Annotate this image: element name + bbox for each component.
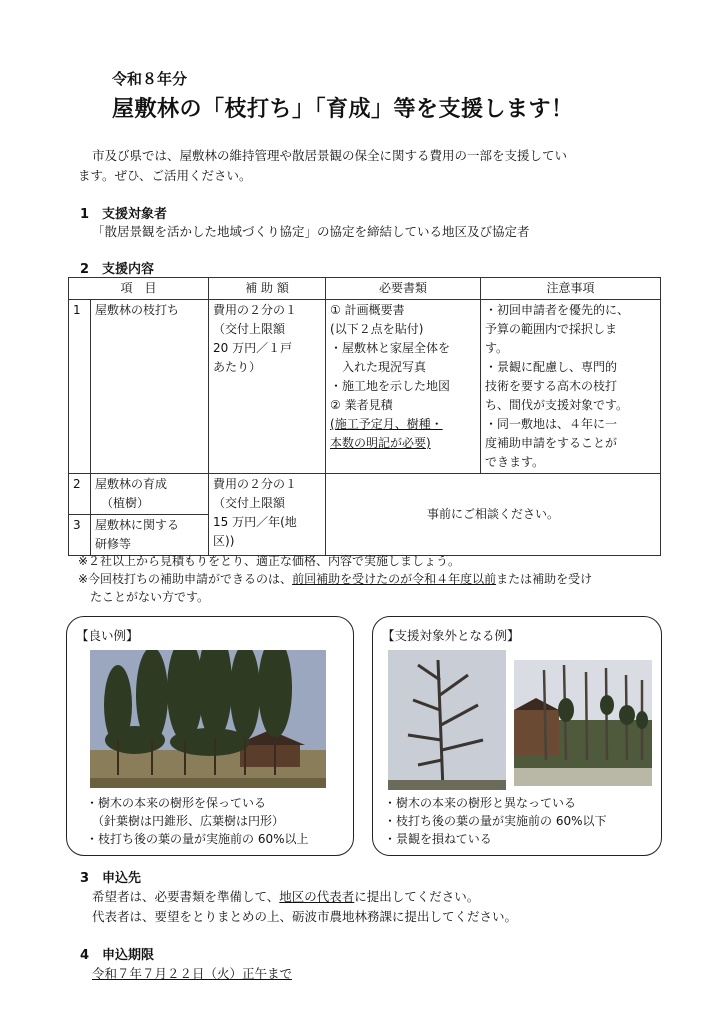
section1-heading: 1 支援対象者 bbox=[80, 207, 168, 222]
caption-line: ・枝打ち後の葉の量が実施前の 60%以下 bbox=[384, 814, 607, 828]
bad-example-photo-2 bbox=[514, 660, 652, 786]
good-example-captions bbox=[86, 794, 309, 848]
bad-example-photo-1 bbox=[388, 650, 506, 790]
bad-example-label: 【支援対象外となる例】 bbox=[382, 628, 520, 643]
section4-heading: 4 申込期限 bbox=[80, 948, 155, 963]
caption-line: （針葉樹は円錐形、広葉樹は円形） bbox=[92, 814, 285, 828]
doc-line: (以下２点を貼付) bbox=[330, 322, 424, 336]
row-item bbox=[91, 515, 209, 556]
intro-line-1: 市及び県では、屋敷林の維持管理や散居景観の保全に関する費用の一部を支援してい bbox=[92, 148, 568, 163]
col-header-docs: 必要書類 bbox=[326, 278, 481, 300]
note-eligibility bbox=[78, 570, 668, 588]
intro-paragraph bbox=[78, 146, 658, 186]
col-header-notes: 注意事項 bbox=[481, 278, 661, 300]
note-line: す。 bbox=[485, 341, 509, 355]
amount-line: 費用の２分の１ bbox=[213, 303, 298, 317]
amount-line: （交付上限額 bbox=[213, 496, 286, 510]
deadline-text: 令和７年７月２２日（火）正午まで bbox=[92, 966, 293, 981]
doc-line: ・屋敷林と家屋全体を bbox=[330, 341, 451, 355]
table-row bbox=[69, 474, 661, 515]
amount-line: 20 万円／１戸 bbox=[213, 341, 293, 355]
row-amount bbox=[209, 300, 326, 474]
caption-line: ・枝打ち後の葉の量が実施前の 60%以上 bbox=[86, 832, 309, 846]
row-number: 2 bbox=[69, 474, 91, 515]
amount-line: 15 万円／年(地 bbox=[213, 515, 297, 529]
section3-line-1a: 希望者は、必要書類を準備して、 bbox=[92, 889, 280, 904]
note-line: ・初回申請者を優先的に、 bbox=[485, 303, 630, 317]
amount-line: あたり） bbox=[213, 360, 262, 374]
note-line: ・同一敷地は、４年に一 bbox=[485, 417, 618, 431]
amount-line: （交付上限額 bbox=[213, 322, 286, 336]
intro-line-2: ます。ぜひ、ご活用ください。 bbox=[78, 168, 252, 183]
doc-line: ② 業者見積 bbox=[330, 398, 393, 412]
caption-line: ・樹木の本来の樹形を保っている bbox=[86, 796, 267, 810]
table-notes bbox=[78, 552, 668, 606]
doc-line-underlined: (施工予定月、樹種・ bbox=[330, 417, 443, 431]
page-title: 屋敷林の「枝打ち」「育成」等を支援します！ bbox=[112, 97, 574, 122]
doc-line-underlined: 本数の明記が必要) bbox=[330, 436, 431, 450]
row-number: 1 bbox=[69, 300, 91, 474]
doc-line: ・施工地を示した地図 bbox=[330, 379, 451, 393]
row-notes bbox=[481, 300, 661, 474]
note-eligibility-a: ※今回枝打ちの補助申請ができるのは、 bbox=[78, 572, 293, 586]
section2-heading: 2 支援内容 bbox=[80, 262, 155, 277]
note-line: 技術を要する高木の枝打 bbox=[485, 379, 618, 393]
note-line: ・景観に配慮し、専門的 bbox=[485, 360, 618, 374]
shared-note: 事前にご相談ください。 bbox=[326, 474, 661, 556]
section3-line-1 bbox=[92, 887, 479, 905]
section3-line-2: 代表者は、要望をとりまとめの上、砺波市農地林務課に提出してください。 bbox=[92, 909, 518, 924]
bad-example-captions bbox=[384, 794, 607, 848]
section3-line-1c: に提出してください。 bbox=[354, 889, 480, 904]
item-line: （植樹） bbox=[101, 496, 150, 510]
note-eligibility-c: または補助を受け bbox=[496, 572, 593, 586]
caption-line: ・樹木の本来の樹形と異なっている bbox=[384, 796, 577, 810]
good-example-photo bbox=[90, 650, 326, 788]
table-row bbox=[69, 300, 661, 474]
support-table bbox=[68, 277, 661, 556]
note-line: 予算の範囲内で採択しま bbox=[485, 322, 618, 336]
year-label: 令和８年分 bbox=[112, 70, 188, 88]
col-header-amount: 補 助 額 bbox=[209, 278, 326, 300]
shared-amount bbox=[209, 474, 326, 556]
row-item bbox=[91, 474, 209, 515]
note-eligibility-b: 前回補助を受けたのが令和４年度以前 bbox=[292, 572, 497, 586]
note-line: 度補助申請をすることが bbox=[485, 436, 618, 450]
caption-line: ・景観を損ねている bbox=[384, 832, 492, 846]
note-line: できます。 bbox=[485, 455, 545, 469]
item-line: 研修等 bbox=[95, 537, 132, 551]
section3-heading: 3 申込先 bbox=[80, 871, 142, 886]
amount-line: 費用の２分の１ bbox=[213, 477, 298, 491]
item-line: 屋敷林に関する bbox=[95, 518, 180, 532]
row-number: 3 bbox=[69, 515, 91, 556]
doc-line: 入れた現況写真 bbox=[330, 360, 427, 374]
table-header-row bbox=[69, 278, 661, 300]
doc-line: ① 計画概要書 bbox=[330, 303, 405, 317]
note-line: ち、間伐が支援対象です。 bbox=[485, 398, 629, 412]
note-eligibility-cont: たことがない方です。 bbox=[90, 590, 210, 604]
col-header-item: 項 目 bbox=[69, 278, 209, 300]
item-line: 屋敷林の育成 bbox=[95, 477, 168, 491]
section1-text: 「散居景観を活かした地域づくり協定」の協定を締結している地区及び協定者 bbox=[92, 224, 530, 239]
row-docs bbox=[326, 300, 481, 474]
good-example-label: 【良い例】 bbox=[76, 628, 139, 643]
section3-line-1b: 地区の代表者 bbox=[279, 889, 355, 904]
note-estimate: ※２社以上から見積もりをとり、適正な価格、内容で実施しましょう。 bbox=[78, 554, 461, 568]
row-item: 屋敷林の枝打ち bbox=[91, 300, 209, 474]
amount-line: 区)) bbox=[213, 534, 235, 548]
